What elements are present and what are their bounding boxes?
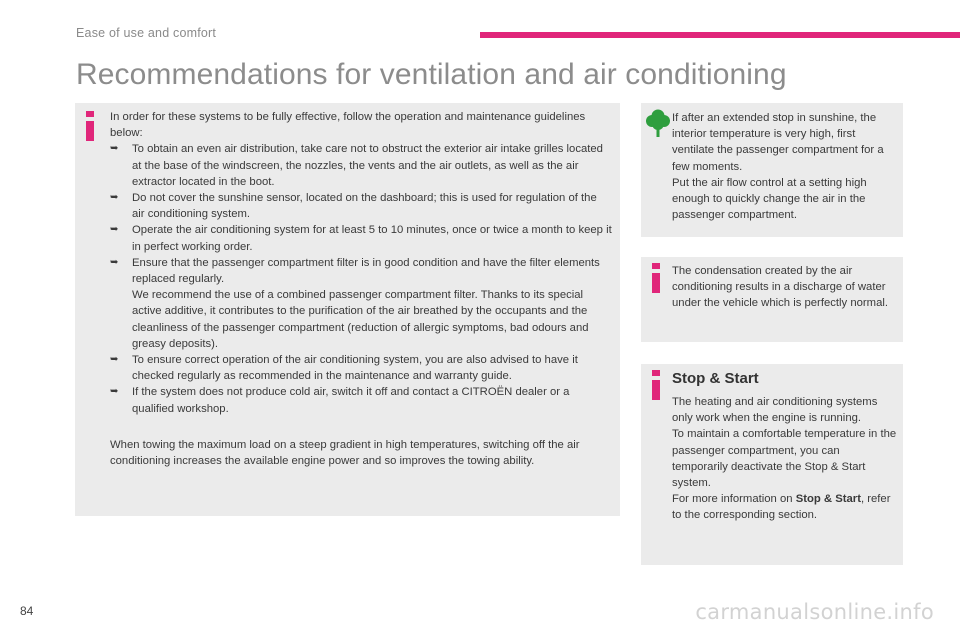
watermark: carmanualsonline.info <box>695 600 934 624</box>
stop-start-reference: For more information on Stop & Start, refer to the corresponding section. <box>672 493 891 522</box>
eco-advice-text: Put the air flow control at a setting high enough to quickly change the air in the passenger compartment. <box>672 176 867 222</box>
page-number: 84 <box>20 604 34 618</box>
eco-advice-box <box>641 103 903 237</box>
stop-start-text: To maintain a comfortable temperature in the passenger compartment, you can temporarily deactivate the Stop & Start system. <box>672 428 897 490</box>
arrow-bullet-icon: ➥ <box>110 224 119 236</box>
info-icon <box>83 111 97 141</box>
condensation-text: The condensation created by the air conditioning results in a discharge of water under the vehicle which is perfectly normal. <box>672 265 888 310</box>
info-icon <box>649 370 663 400</box>
arrow-bullet-icon: ➥ <box>110 256 119 268</box>
eco-advice-text: If after an extended stop in sunshine, the interior temperature is very high, first ventilate the passenger compartment for a few moments. <box>672 112 884 173</box>
list-item: ➥ Do not cover the sunshine sensor, located on the dashboard; this is used for regulation of the air conditioning system. <box>110 192 597 221</box>
list-item: ➥ Ensure that the passenger compartment filter is in good condition and have the filter elements replaced regularly. We recommend the use of a combined passenger compartment filter. Thanks to its special active additive, it contributes to the purification of the air breathed by the occupants and the cleanliness of the passenger compartment (reduction of allergic symptoms, bad odours and greasy deposits). <box>110 256 600 350</box>
info-icon <box>649 263 663 293</box>
guidelines-intro: In order for these systems to be fully effective, follow the operation and maintenance guidelines below: <box>110 111 586 140</box>
stop-start-text: The heating and air conditioning systems only work when the engine is running. <box>672 396 878 425</box>
arrow-bullet-icon: ➥ <box>110 386 119 398</box>
towing-note: When towing the maximum load on a steep gradient in high temperatures, switching off the air conditioning increases the available engine power and so improves the towing ability. <box>110 438 580 468</box>
stop-start-title: Stop & Start <box>672 370 759 387</box>
list-item: ➥ To obtain an even air distribution, take care not to obstruct the exterior air intake grilles located at the base of the windscreen, the nozzles, the vents and the air outlets, as well as the air extractor located in the boot. <box>110 143 603 188</box>
stop-start-box <box>641 364 903 565</box>
page-title: Recommendations for ventilation and air conditioning <box>76 58 787 91</box>
guidelines-list <box>110 141 612 416</box>
section-label: Ease of use and comfort <box>76 26 217 40</box>
filter-recommendation: We recommend the use of a combined passenger compartment filter. Thanks to its special active additive, it contributes to the purification of the air breathed by the occupants and the cleanliness of the passenger compartment (reduction of allergic symptoms, bad odours and greasy deposits). <box>132 289 589 350</box>
list-item: ➥ To ensure correct operation of the air conditioning system, you are also advised to have it checked regularly as recommended in the maintenance and warranty guide. <box>110 354 578 383</box>
header-accent-bar <box>480 32 960 38</box>
eco-leaf-icon <box>645 109 671 137</box>
list-item: ➥ If the system does not produce cold air, switch it off and contact a CITROËN dealer or a qualified workshop. <box>110 386 570 415</box>
maintenance-guidelines-box <box>75 103 620 516</box>
stop-start-reference-bold: Stop & Start <box>795 493 861 506</box>
list-item: ➥ Operate the air conditioning system for at least 5 to 10 minutes, once or twice a month to keep it in perfect working order. <box>110 224 612 253</box>
arrow-bullet-icon: ➥ <box>110 192 119 204</box>
condensation-box <box>641 257 903 342</box>
arrow-bullet-icon: ➥ <box>110 143 119 155</box>
arrow-bullet-icon: ➥ <box>110 354 119 366</box>
